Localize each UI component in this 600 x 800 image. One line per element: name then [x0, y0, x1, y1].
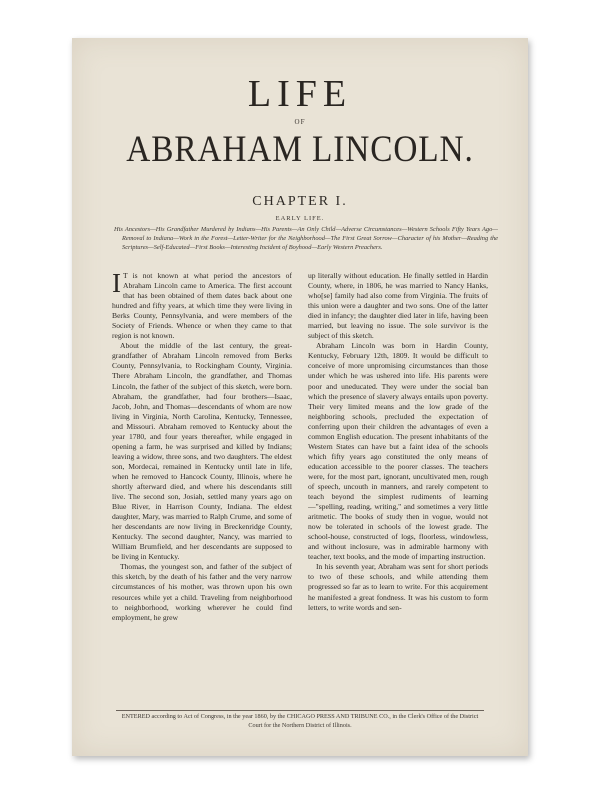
title-connector: OF	[294, 118, 306, 126]
chapter-synopsis: His Ancestors—His Grandfather Murdered by Indians—His Parents—An Only Child—Adverse Circumstances—Western Schools Fifty Years Ago—Removal to Indiana—Work in the Forest—Letter-Writer for the Neighborhood—The First Great Sorrow—Character of his Mother—Reading the Scriptures—Self-Educated—First Books—Interesting Incident of Boyhood—Early Western Preachers.	[114, 226, 498, 252]
paragraph-text: T is not known at what period the ancestors of Abraham Lincoln came to America. The first account that has been obtained of them dates back about one hundred and fifty years, at which time they were living in Berks County, Pennsylvania, and were members of the Society of Friends. Whence or when they came to that region is not known.	[112, 271, 292, 341]
paragraph: Thomas, the youngest son, and father of the subject of this sketch, by the death of his father and the very narrow circumstances of his mother, was thrown upon his own resources while yet a child. Traveling from neighborhood to neighborhood, working wherever he could find employment, he grew	[112, 562, 292, 622]
chapter-heading: CHAPTER I.	[252, 194, 348, 209]
left-column	[112, 271, 292, 699]
paragraph: up literally without education. He finally settled in Hardin County, where, in 1806, he was married to Nancy Hanks, who[se] family had also come from Virginia. The fruits of this union were a daughter and two sons. One of the latter died in infancy; the daughter died later in life, having been married, but leaving no issue. The sole survivor is the subject of this sketch.	[308, 271, 488, 341]
paragraph: About the middle of the last century, the great-grandfather of Abraham Lincoln removed from Berks County, Pennsylvania, to Rockingham County, Virginia. There Abraham Lincoln, the grandfather, and Thomas Lincoln, the father of the subject of this sketch, were born. Abraham, the grandfather, had four brothers—Isaac, Jacob, John, and Thomas—descendants of whom are now living in Virginia, North Carolina, Kentucky, Tennessee, and Missouri. Abraham removed to Kentucky about the year 1780, and four years thereafter, while engaged in opening a farm, he was surprised and killed by Indians; leaving a widow, three sons, and two daughters. The eldest son, Mordecai, remained in Kentucky until late in life, when he removed to Hancock County, Illinois, where he shortly afterward died, and where his descendants still live. The second son, Josiah, settled many years ago on Blue River, in Harrison County, Indiana. The eldest daughter, Mary, was married to Ralph Crume, and some of her descendants are now living in Breckenridge County, Kentucky. The second daughter, Nancy, was married to William Brumfield, and her descendants are supposed to be living in Kentucky.	[112, 341, 292, 562]
right-column	[308, 271, 488, 699]
paragraph: In his seventh year, Abraham was sent for short periods to two of these schools, and while attending them progressed so far as to learn to write. For this acquirement he manifested a great fondness. It was his custom to form letters, to write words and sen-	[308, 562, 488, 612]
book-subtitle: ABRAHAM LINCOLN.	[126, 129, 474, 170]
footer-divider	[116, 710, 484, 711]
copyright-footer: ENTERED according to Act of Congress, in the year 1860, by the CHICAGO PRESS AND TRIBUNE CO., in the Clerk's Office of the District Court for the Northern District of Illinois.	[121, 713, 479, 729]
book-title: LIFE	[247, 73, 353, 115]
drop-cap: I	[112, 271, 121, 298]
paragraph: Abraham Lincoln was born in Hardin County, Kentucky, February 12th, 1809. It would be difficult to conceive of more unpromising circumstances than those under which he was ushered into life. His parents were poor and uneducated. They were under the social ban which the presence of slavery always entails upon poverty. Their very limited means and the low grade of the neighboring schools, precluded the expectation of conferring upon their children the advantages of even a common English education. The present inhabitants of the Western States can have but a faint idea of the schools which fifty years ago constituted the only means of education accessible to the poorer classes. The teachers were, for the most part, ignorant, uncultivated men, rough of speech, uncouth in manners, and rarely competent to teach beyond the simplest rudiments of learning—"spelling, reading, writing," and sometimes a very little aritmetic. The books of study then in vogue, would not now be tolerated in schools of the lowest grade. The school-house, constructed of logs, floorless, windowless, and without inclosure, was in admirable harmony with teacher, text books, and the mode of imparting instruction.	[308, 341, 488, 562]
paragraph	[112, 271, 292, 341]
chapter-subtitle: EARLY LIFE.	[275, 215, 325, 222]
document-page	[72, 38, 528, 756]
